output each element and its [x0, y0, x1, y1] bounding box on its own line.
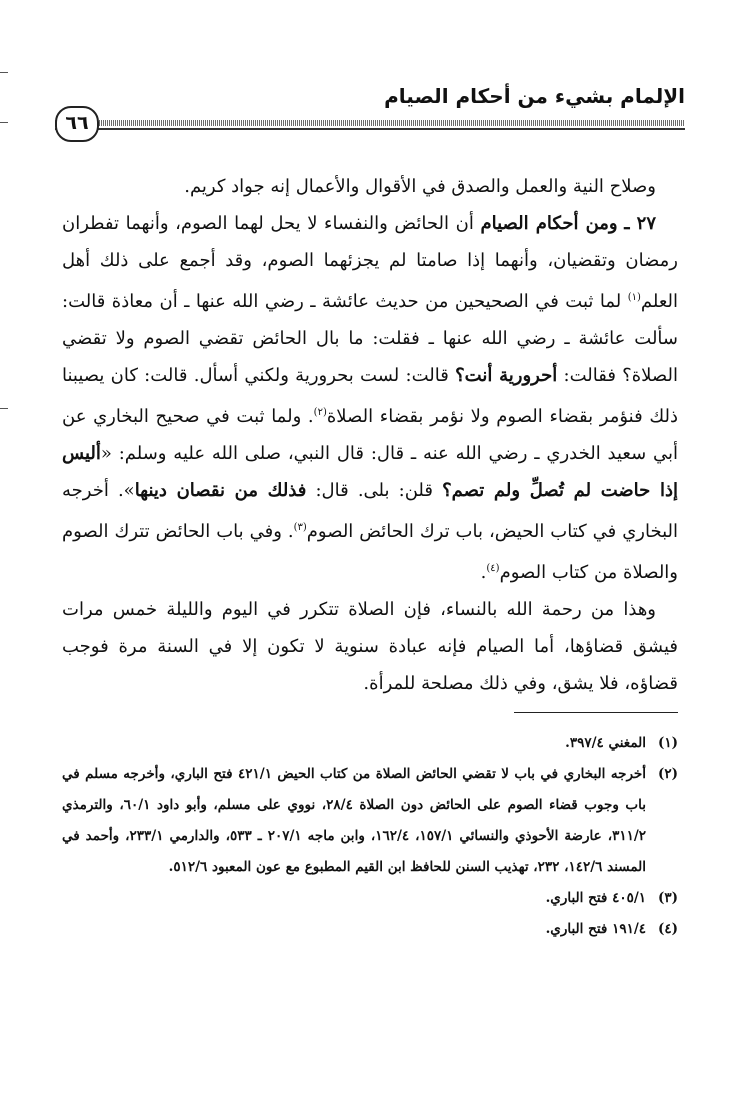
text-run: أن الحائض والنفساء لا يحل لهما الصوم، وأنهما تفطران رمضان وتقضيان، وأنهما إذا صامتا لم يجزئهما الصوم، وقد أجمع على ذلك أهل العلم	[62, 213, 678, 312]
header-rule	[55, 120, 685, 126]
hadith-quote: فذلك من نقصان دينها	[134, 480, 307, 501]
footnote-ref-2: (٢)	[313, 407, 327, 418]
footnote-ref-4: (٤)	[486, 563, 500, 574]
text-run: قالت: لست بحرورية ولكني أسأل. قالت: كان يصيبنا ذلك فنؤمر بقضاء الصوم ولا نؤمر بقضاء الصلاة	[62, 365, 679, 427]
main-text	[62, 168, 678, 702]
margin-mark	[0, 408, 8, 409]
text-run: . ولما ثبت في صحيح البخاري عن أبي سعيد الخدري ـ رضي الله عنه ـ قال: قال النبي، صلى الله عليه وسلم: «	[62, 406, 678, 464]
text-run: لما ثبت في الصحيحين من حديث عائشة ـ رضي الله عنها ـ أن معاذة قالت: سألت عائشة ـ رضي الله عنها ـ فقلت: ما بال الحائض تقضي الصوم ولا تقضي الصلاة؟ فقالت:	[62, 291, 678, 386]
page-number: ٦٦	[55, 106, 99, 142]
footnote-number: (١)	[657, 735, 678, 751]
margin-mark	[0, 72, 8, 73]
paragraph-1: وصلاح النية والعمل والصدق في الأقوال والأعمال إنه جواد كريم.	[184, 176, 656, 197]
item-number: ٢٧ ـ	[624, 213, 657, 234]
footnote-number: (٢)	[657, 766, 678, 782]
paragraph-3: وهذا من رحمة الله بالنساء، فإن الصلاة تتكرر في اليوم والليلة خمس مرات فيشق قضاؤها، أما الصيام فإنه عبادة سنوية لا تكون إلا في السنة مرة فوجب قضاؤه، فلا يشق، وفي ذلك مصلحة للمرأة.	[62, 599, 678, 694]
hadith-quote: أليس إذا حاضت لم تُصلِّ ولم تصم؟	[62, 443, 678, 501]
footnote-text: أخرجه البخاري في باب لا تقضي الحائض الصلاة من كتاب الحيض ٤٢١/١ فتح الباري، وأخرجه مسلم في باب وجوب قضاء الصوم على الحائض دون الصلاة ٢٨/٤، نووي على مسلم، وأبو داود ٦٠/١، والترمذي ٣١١/٢، عارضة الأحوذي والنسائي ١٥٧/١، ١٦٢/٤، وابن ماجه ٢٠٧/١ ـ ٥٣٣، والدارمي ٢٣٣/١، وأحمد في المسند ١٤٢/٦، ٢٣٢، تهذيب السنن للحافظ ابن القيم المطبوع مع عون المعبود ٥١٢/٦.	[62, 766, 646, 875]
margin-mark	[0, 122, 8, 123]
footnote-text: المغني ٣٩٧/٤.	[565, 735, 646, 751]
footnote-1	[62, 728, 678, 759]
paragraph-2	[62, 205, 678, 591]
header-rule-line	[55, 128, 685, 130]
footnote-ref-1: (١)	[627, 292, 641, 303]
footnote-3	[62, 883, 678, 914]
footnote-ref-3: (٣)	[293, 522, 307, 533]
footnote-number: (٣)	[657, 890, 678, 906]
bold-phrase: أحرورية أنت؟	[455, 365, 558, 386]
text-run: . وفي باب الحائض تترك الصوم والصلاة من كتاب الصوم	[62, 521, 678, 583]
running-header	[55, 80, 685, 140]
text-run: .	[480, 562, 487, 583]
text-run: ». أخرجه البخاري في كتاب الحيض، باب ترك الحائض الصوم	[62, 480, 679, 542]
footnote-number: (٤)	[657, 921, 678, 937]
text-run: قلن: بلى. قال:	[306, 480, 443, 501]
bold-phrase: ومن أحكام الصيام	[480, 213, 618, 234]
footnote-text: ٤٠٥/١ فتح الباري.	[545, 890, 646, 906]
running-title: الإلمام بشيء من أحكام الصيام	[384, 84, 685, 108]
footnote-4	[62, 914, 678, 945]
footnote-text: ١٩١/٤ فتح الباري.	[545, 921, 646, 937]
footnote-separator	[514, 712, 678, 713]
footnote-2	[62, 759, 678, 883]
footnotes	[62, 728, 678, 945]
